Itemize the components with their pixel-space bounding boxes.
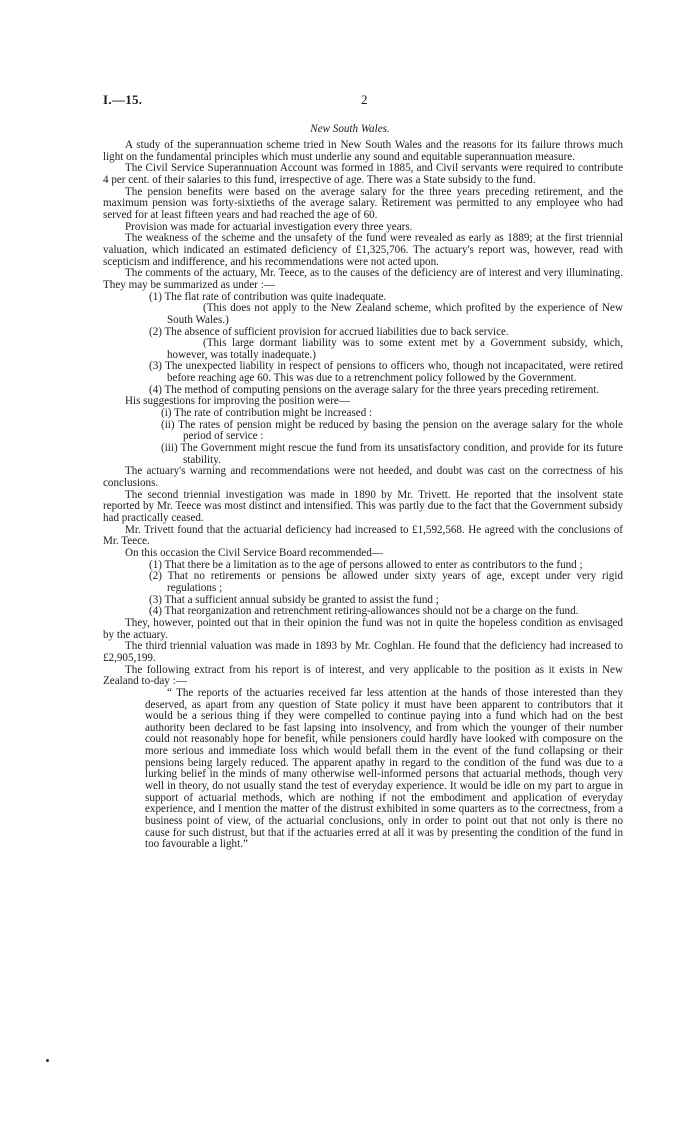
paper-reference: I.—15. — [103, 92, 143, 107]
paragraph: The second triennial investigation was made in 1890 by Mr. Trivett. He reported that the insolvent state reported by Mr. Teece was most distinct and intensified. This was partly due to the fact that the Government subsidy had practically ceased. — [103, 488, 623, 524]
paragraph: On this occasion the Civil Service Board recommended— — [125, 546, 383, 559]
paragraph: Mr. Trivett found that the actuarial deficiency had increased to £1,592,568. He agreed with the conclusions of Mr. Teece. — [103, 523, 623, 548]
paragraph: The following extract from his report is of interest, and very applicable to the position as it exists in New Zealand to-day :— — [103, 663, 623, 688]
margin-mark — [46, 1059, 49, 1062]
cause-note: (This does not apply to the New Zealand scheme, which profited by the experience of New South Wales.) — [167, 302, 623, 326]
recommendation-item: (2) That no retirements or pensions be allowed under sixty years of age, except under very rigid regulations ; — [149, 570, 623, 594]
recommendation-item: (3) That a sufficient annual subsidy be granted to assist the fund ; — [149, 593, 439, 606]
section-title: New South Wales. — [310, 123, 390, 135]
suggestion-item: (iii) The Government might rescue the fund from its unsatisfactory condition, and provide for its future stability. — [161, 442, 623, 466]
suggestion-item: (ii) The rates of pension might be reduced by basing the pension on the average salary for the whole period of service : — [161, 418, 623, 443]
paragraph: The weakness of the scheme and the unsafety of the fund were revealed as early as 1889; at the first triennial valuation, which indicated an estimated deficiency of £1,325,706. The actuary's report was, however, read with scepticism and indifference, and his recommendations were not acted upon. — [103, 232, 623, 268]
cause-item: (2) The absence of sufficient provision for accrued liabilities due to back service. — [149, 325, 509, 338]
suggestion-item: (i) The rate of contribution might be increased : — [161, 407, 373, 420]
paragraph: Provision was made for actuarial investigation every three years. — [125, 220, 413, 233]
page-number: 2 — [361, 92, 368, 107]
paragraph: They, however, pointed out that in their opinion the fund was not in quite the hopeless condition as envisaged by the actuary. — [103, 616, 623, 641]
cause-note: (This large dormant liability was to some extent met by a Government subsidy, which, however, was totally inadequate.) — [167, 337, 623, 361]
block-quote: “ The reports of the actuaries received far less attention at the hands of those interested than they deserved, as apart from any question of State policy it must have been apparent to contributors that it would be a serious thing if they were compelled to continue paying into a fund which had on the best authority been declared to be fast lapsing into insolvency, and from which the younger of their number could not reasonably hope for benefit, while pensioners could hardly have looked with composure on the more serious and immediate loss which would befall them in the event of the fund collapsing or their pensions being largely reduced. The apparent apathy in regard to the condition of the fund was due to a lurking belief in the minds of many otherwise well-informed persons that actuarial methods, though very well in theory, do not usually stand the test of everyday experience. It would be idle on my part to argue in support of actuarial methods, which are nothing if not the embodiment and application of everyday experience, and I mention the matter of the distrust exhibited in some quarters as to the correctness, from a business point of view, of the actuarial conclusions, only in order to point out that not only is there no cause for such distrust, but that if the actuaries erred at all it was by presenting the condition of the fund in too favourable a light.” — [145, 686, 623, 851]
paragraph: His suggestions for improving the position were— — [125, 395, 350, 408]
cause-item: (4) The method of computing pensions on the average salary for the three years preceding retirement. — [149, 383, 600, 396]
recommendation-item: (1) That there be a limitation as to the age of persons allowed to enter as contributors to the fund ; — [149, 558, 583, 571]
cause-item: (3) The unexpected liability in respect of pensions to officers who, though not incapacitated, were retired before reaching age 60. This was due to a retrenchment policy followed by the Government. — [149, 360, 623, 385]
page-header — [103, 94, 623, 110]
paragraph: A study of the superannuation scheme tried in New South Wales and the reasons for its failure throws much light on the fundamental principles which must underlie any sound and equitable superannuation measure. — [103, 139, 623, 163]
paragraph: The pension benefits were based on the average salary for the three years preceding retirement, and the maximum pension was forty-sixtieths of the average salary. Retirement was permitted to any employee who had served for at least fifteen years and had reached the age of 60. — [103, 185, 623, 221]
recommendation-item: (4) That reorganization and retrenchment retiring-allowances should not be a charge on the fund. — [149, 605, 579, 618]
paragraph: The actuary's warning and recommendations were not heeded, and doubt was cast on the correctness of his conclusions. — [103, 465, 623, 490]
cause-item: (1) The flat rate of contribution was quite inadequate. — [149, 290, 387, 303]
paragraph: The comments of the actuary, Mr. Teece, as to the causes of the deficiency are of interest and very illuminating. They may be summarized as under :— — [103, 267, 623, 291]
paragraph: The third triennial valuation was made in 1893 by Mr. Coghlan. He found that the deficiency had increased to £2,905,199. — [103, 640, 623, 664]
paragraph: The Civil Service Superannuation Account was formed in 1885, and Civil servants were required to contribute 4 per cent. of their salaries to this fund, irrespective of age. There was a State subsidy to the fund. — [103, 162, 623, 186]
document-body — [103, 140, 623, 851]
